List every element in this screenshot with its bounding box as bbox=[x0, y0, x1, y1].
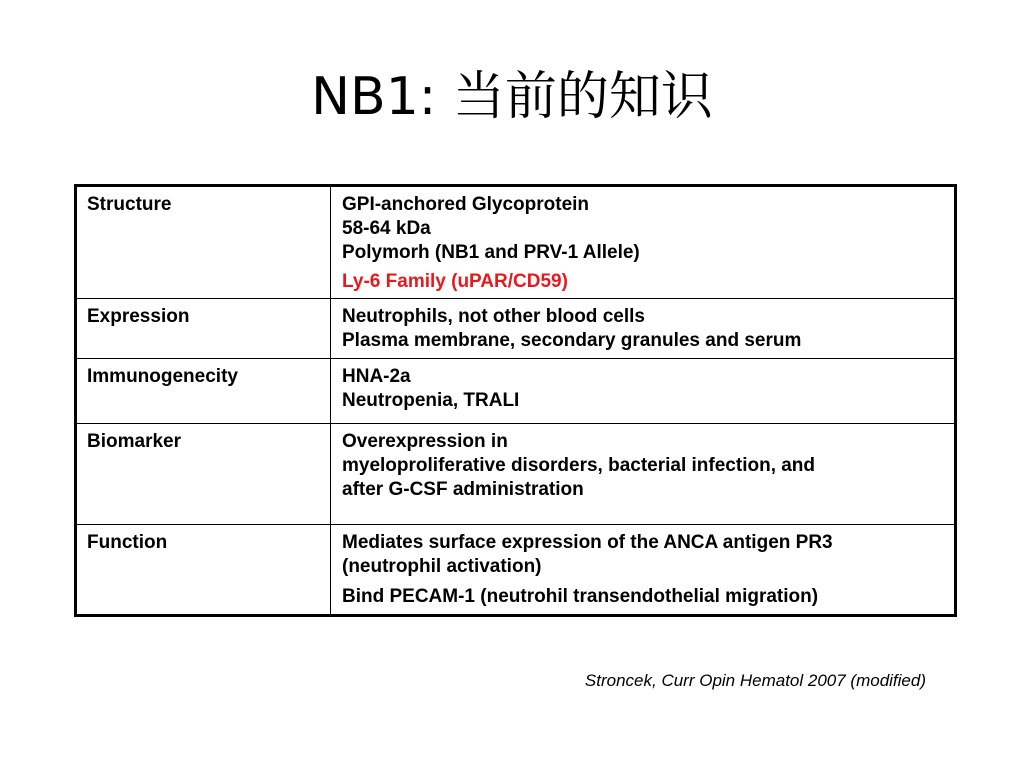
row-detail bbox=[331, 525, 956, 616]
detail-line: Overexpression in bbox=[342, 431, 508, 452]
citation: Stroncek, Curr Opin Hematol 2007 (modified) bbox=[584, 671, 926, 690]
detail-line-highlighted: Ly-6 Family (uPAR/CD59) bbox=[342, 271, 568, 292]
row-detail bbox=[331, 359, 956, 424]
detail-line: Plasma membrane, secondary granules and serum bbox=[342, 330, 802, 351]
detail-line: after G-CSF administration bbox=[342, 479, 584, 500]
detail-line: Neutropenia, TRALI bbox=[342, 390, 520, 411]
row-label: Function bbox=[76, 525, 331, 616]
detail-line: GPI-anchored Glycoprotein bbox=[342, 194, 590, 215]
table-row-function bbox=[76, 525, 956, 616]
detail-line: myeloproliferative disorders, bacterial infection, and bbox=[342, 455, 816, 476]
row-detail bbox=[331, 186, 956, 299]
nb1-knowledge-table bbox=[74, 184, 957, 617]
detail-line: Neutrophils, not other blood cells bbox=[342, 306, 645, 327]
table-row-biomarker bbox=[76, 424, 956, 525]
detail-line: Mediates surface expression of the ANCA antigen PR3 bbox=[342, 532, 833, 553]
table-row-immunogenecity bbox=[76, 359, 956, 424]
row-label: Biomarker bbox=[76, 424, 331, 525]
slide-title: NB1: 当前的知识 bbox=[311, 67, 713, 127]
table-row-expression bbox=[76, 299, 956, 359]
row-label: Expression bbox=[76, 299, 331, 359]
row-label: Immunogenecity bbox=[76, 359, 331, 424]
detail-line: 58-64 kDa bbox=[342, 218, 431, 239]
row-label: Structure bbox=[76, 186, 331, 299]
detail-line: Bind PECAM-1 (neutrohil transendothelial migration) bbox=[342, 586, 819, 607]
row-detail bbox=[331, 299, 956, 359]
detail-line: HNA-2a bbox=[342, 366, 411, 387]
row-detail bbox=[331, 424, 956, 525]
table-row-structure bbox=[76, 186, 956, 299]
detail-line: (neutrophil activation) bbox=[342, 556, 542, 577]
detail-line: Polymorh (NB1 and PRV-1 Allele) bbox=[342, 242, 640, 263]
